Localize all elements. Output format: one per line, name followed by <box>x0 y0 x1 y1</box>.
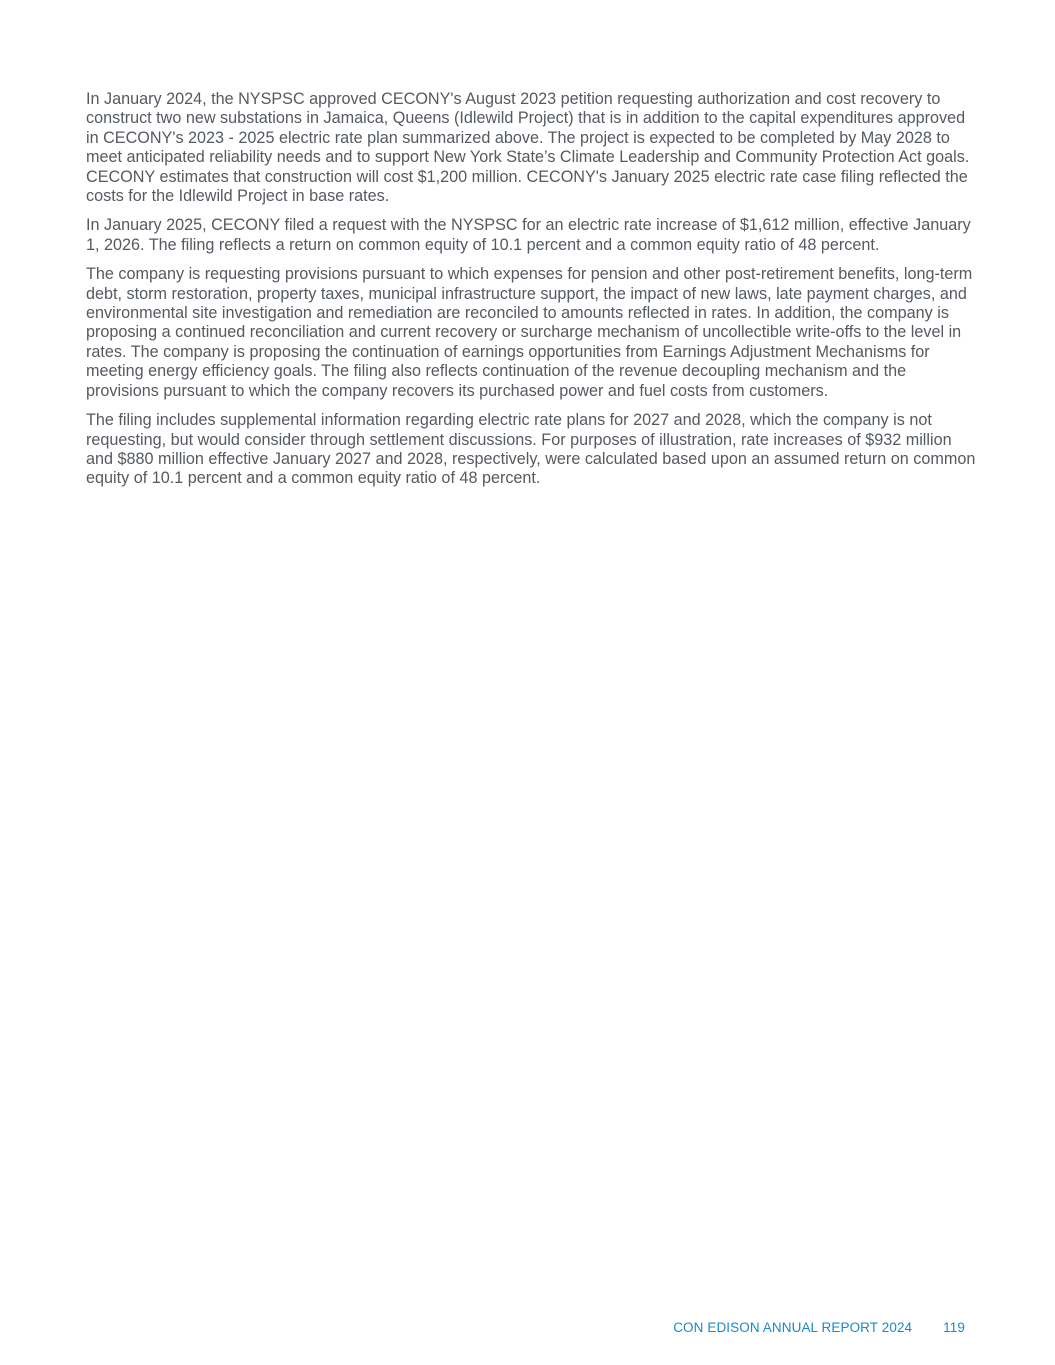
footer-report-title: CON EDISON ANNUAL REPORT 2024 <box>673 1320 913 1335</box>
paragraph-supplemental-information: The filing includes supplemental information regarding electric rate plans for 2027 and 2028, which the company is not requesting, but would consider through settlement discussions. For purposes of illustration, rate increases of $932 million and $880 million effective January 2027 and 2028, respectively, were calculated based upon an assumed return on common equity of 10.1 percent and a common equity ratio of 48 percent. <box>86 411 976 488</box>
page-footer <box>673 1320 965 1335</box>
page-number: 119 <box>943 1320 965 1335</box>
paragraph-rate-increase-request: In January 2025, CECONY filed a request with the NYSPSC for an electric rate increase of $1,612 million, effective January 1, 2026. The filing reflects a return on common equity of 10.1 percent and a common equity ratio of 48 percent. <box>86 216 971 254</box>
document-body <box>86 90 976 499</box>
paragraph-idlewild-project: In January 2024, the NYSPSC approved CECONY's August 2023 petition requesting authorization and cost recovery to construct two new substations in Jamaica, Queens (Idlewild Project) that is in addition to the capital expenditures approved in CECONY's 2023 - 2025 electric rate plan summarized above. The project is expected to be completed by May 2028 to meet anticipated reliability needs and to support New York State’s Climate Leadership and Community Protection Act goals. CECONY estimates that construction will cost $1,200 million. CECONY's January 2025 electric rate case filing reflected the costs for the Idlewild Project in base rates. <box>86 90 970 206</box>
paragraph-requested-provisions: The company is requesting provisions pursuant to which expenses for pension and other post-retirement benefits, long-term debt, storm restoration, property taxes, municipal infrastructure support, the impact of new laws, late payment charges, and environmental site investigation and remediation are reconciled to amounts reflected in rates. In addition, the company is proposing a continued reconciliation and current recovery or surcharge mechanism of uncollectible write-offs to the level in rates. The company is proposing the continuation of earnings opportunities from Earnings Adjustment Mechanisms for meeting energy efficiency goals. The filing also reflects continuation of the revenue decoupling mechanism and the provisions pursuant to which the company recovers its purchased power and fuel costs from customers. <box>86 265 973 400</box>
